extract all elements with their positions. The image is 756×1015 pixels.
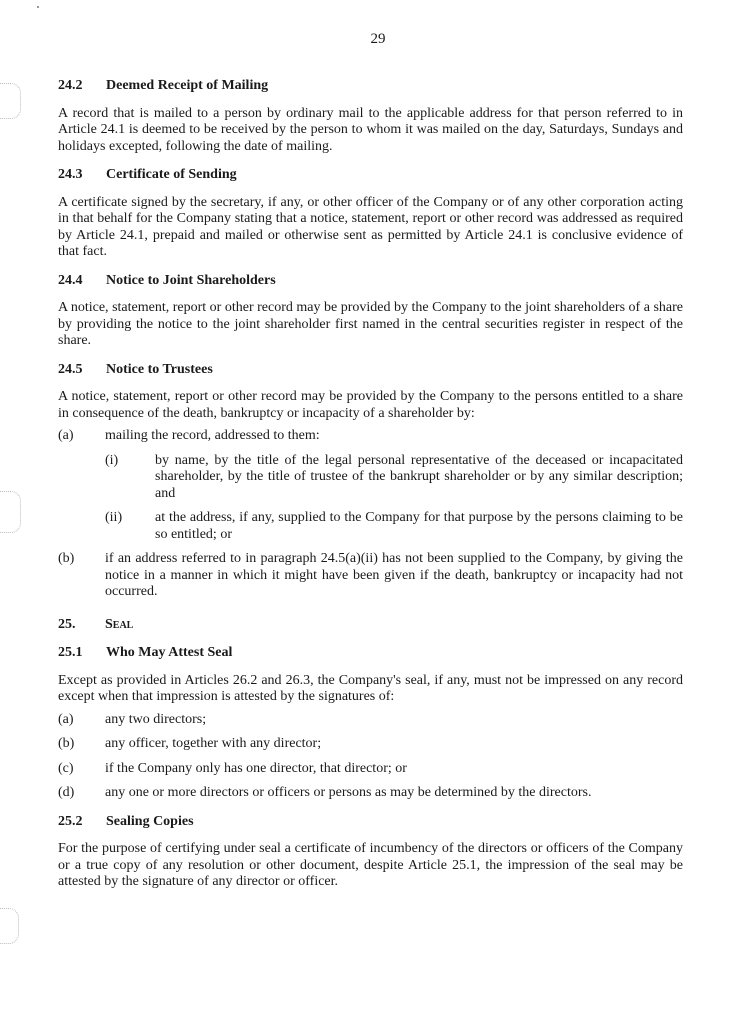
list-item-text: if an address referred to in paragraph 24.5(a)(ii) has not been supplied to the Company, by giving the notice in a manner in which it might have been given if the death, bankruptcy or incapacity had not occurred.	[105, 551, 683, 599]
list-item-label: (b)	[58, 736, 75, 751]
section-number: 24.2	[58, 78, 83, 93]
section-number: 25.	[58, 616, 76, 632]
section-title: Sealing Copies	[106, 813, 194, 829]
section-number: 24.3	[58, 167, 83, 182]
scan-speck	[37, 6, 39, 8]
list-item	[58, 736, 683, 753]
section-heading-24-5	[58, 362, 683, 379]
list-item	[58, 785, 683, 802]
binder-hole-mark	[0, 908, 19, 944]
section-number: 24.4	[58, 272, 83, 288]
list-item-label: (ii)	[105, 510, 123, 525]
section-body-25-2: For the purpose of certifying under seal a certificate of incumbency of the directors or officers of the Company or a true copy of any resolution or other document, despite Article 25.1, the impression of the seal may be attested by the signature of any director or officer.	[58, 841, 683, 889]
section-title: Deemed Receipt of Mailing	[106, 78, 269, 93]
section-number: 25.1	[58, 645, 83, 660]
list-item-label: (a)	[58, 711, 74, 727]
list-item	[58, 551, 683, 601]
list-item-label: (d)	[58, 785, 75, 800]
section-heading-24-4	[58, 273, 683, 290]
list-item-label: (b)	[58, 551, 75, 566]
binder-hole-mark	[0, 491, 21, 533]
section-heading-24-2	[58, 78, 683, 95]
section-body-24-2: A record that is mailed to a person by ordinary mail to the applicable address for that person referred to in Article 24.1 is deemed to be received by the person to whom it was mailed on the day, Saturdays, Sundays and holidays excepted, following the date of mailing.	[58, 105, 683, 154]
list-item-text: by name, by the title of the legal personal representative of the deceased or incapacitated shareholder, by the title of trustee of the bankrupt shareholder or by any similar description; and	[155, 452, 683, 501]
section-body-24-3: A certificate signed by the secretary, if any, or other officer of the Company or of any other corporation acting in that behalf for the Company stating that a notice, statement, report or other record was addressed as required by Article 24.1, prepaid and mailed or otherwise sent as permitted by Article 24.1 is conclusive evidence of that fact.	[58, 194, 683, 259]
section-heading-24-3	[58, 167, 683, 184]
section-title: Seal	[105, 616, 134, 632]
list-item-text: any one or more directors or officers or persons as may be determined by the directors.	[105, 785, 592, 800]
section-body-24-5: A notice, statement, report or other record may be provided by the Company to the persons entitled to a share in consequence of the death, bankruptcy or incapacity of a shareholder by:	[58, 389, 683, 421]
list-item-label: (i)	[105, 452, 119, 468]
section-number: 25.2	[58, 813, 83, 829]
section-number: 24.5	[58, 361, 83, 377]
list-item-label: (c)	[58, 760, 74, 776]
list-item	[58, 712, 683, 729]
sub-list-item	[105, 453, 683, 503]
list-item	[58, 428, 683, 445]
section-title: Notice to Trustees	[106, 361, 213, 377]
list-item-text: any officer, together with any director;	[105, 736, 322, 751]
list-item	[58, 761, 683, 778]
section-title: Who May Attest Seal	[106, 645, 233, 660]
section-body-25-1: Except as provided in Articles 26.2 and 26.3, the Company's seal, if any, must not be impressed on any record except when that impression is attested by the signatures of:	[58, 672, 683, 704]
sub-list-item	[105, 510, 683, 543]
binder-hole-mark	[0, 83, 21, 119]
page-number: 29	[370, 31, 386, 47]
section-heading-25-2	[58, 814, 683, 831]
section-title: Notice to Joint Shareholders	[106, 272, 276, 288]
section-title: Certificate of Sending	[106, 167, 237, 182]
document-body	[58, 78, 683, 903]
list-item-label: (a)	[58, 428, 74, 443]
section-body-24-4: A notice, statement, report or other record may be provided by the Company to the joint shareholders of a share by providing the notice to the joint shareholder first named in the central securities register in respect of the share.	[58, 300, 683, 348]
list-item-text: if the Company only has one director, that director; or	[105, 760, 407, 776]
section-heading-25-1	[58, 645, 683, 662]
list-item-text: at the address, if any, supplied to the Company for that purpose by the persons claiming to be so entitled; or	[155, 510, 683, 542]
section-heading-25	[58, 617, 683, 634]
list-item-text: any two directors;	[105, 711, 207, 727]
list-item-text: mailing the record, addressed to them:	[105, 428, 320, 443]
